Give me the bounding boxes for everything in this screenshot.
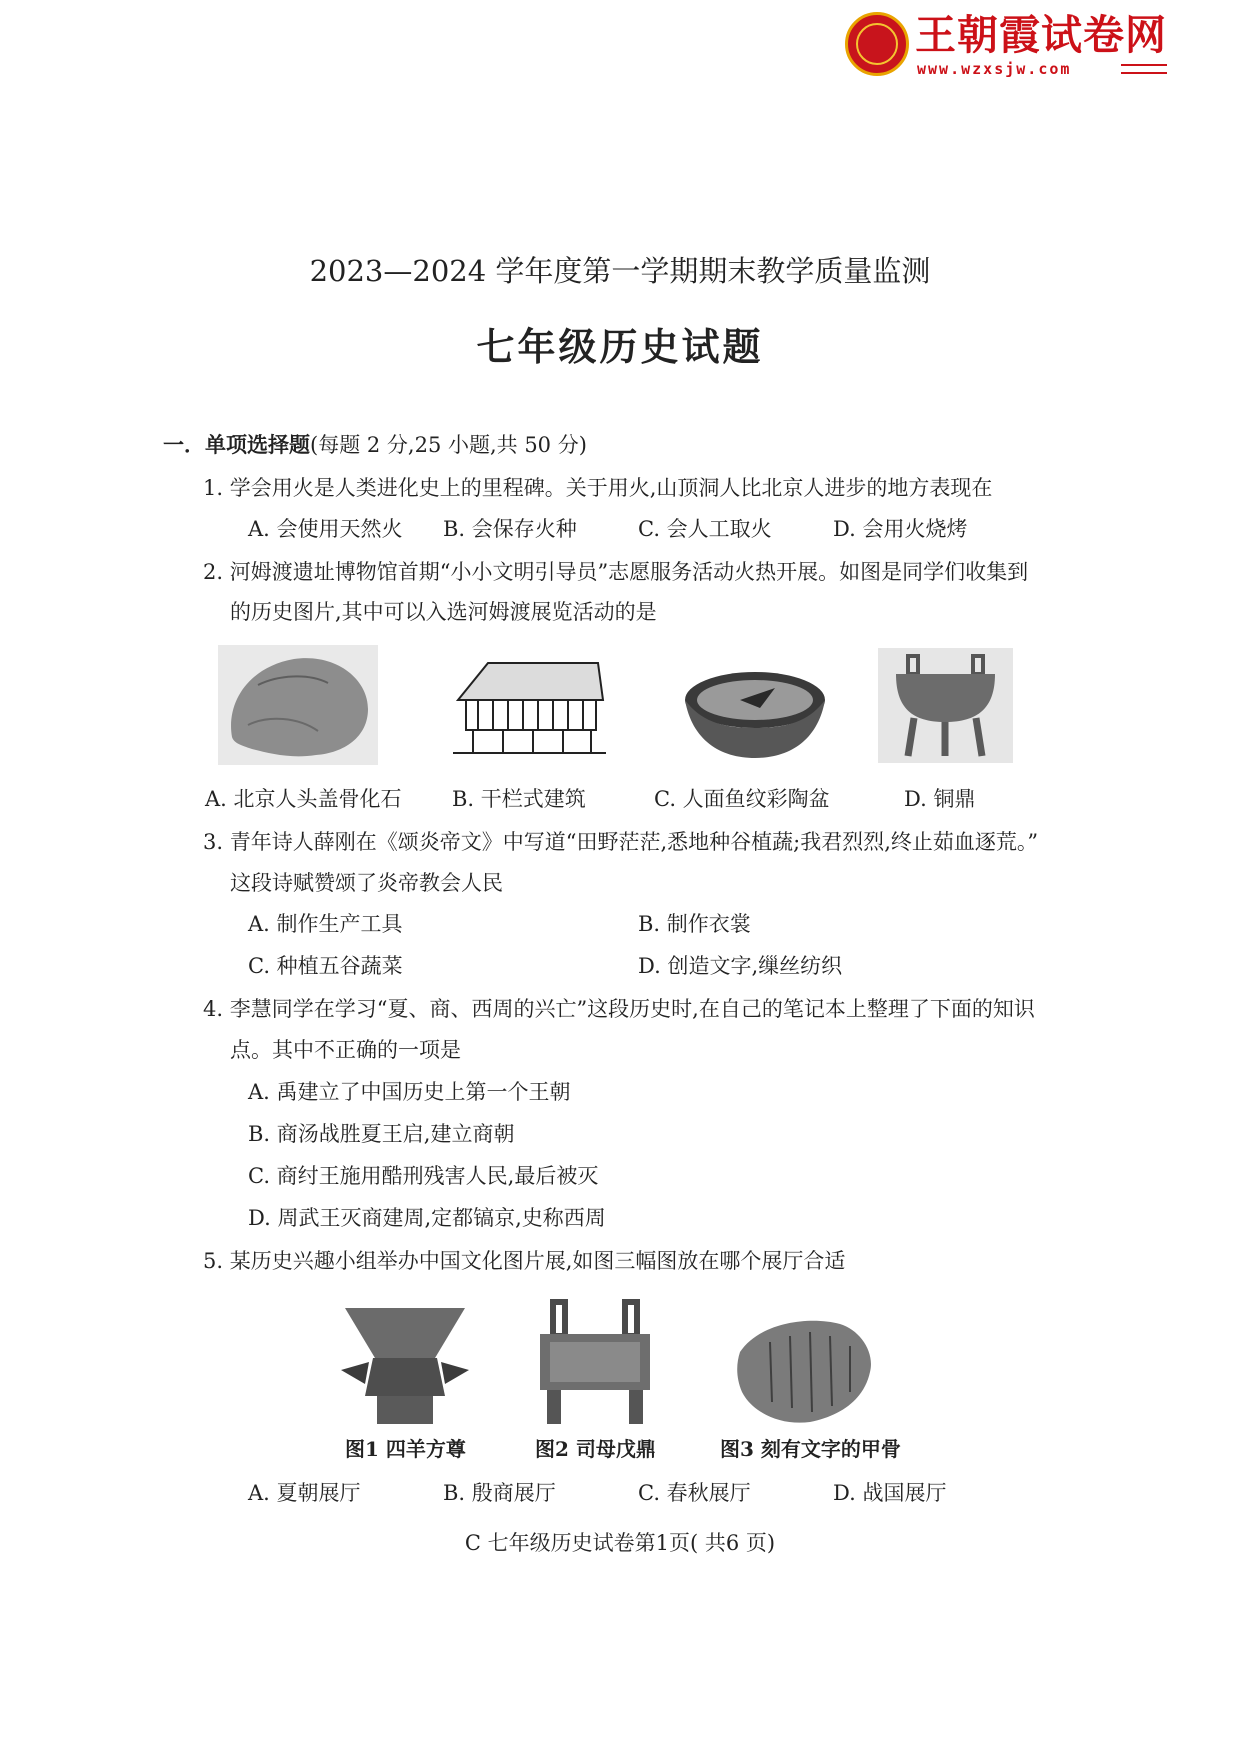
simuwu-ding-image (525, 1298, 665, 1428)
q2-option-b: B. 干栏式建筑 (452, 787, 586, 811)
stilt-house-image (448, 655, 608, 760)
painted-pottery-basin-image (680, 660, 830, 760)
page-footer: C 七年级历史试卷第1页( 共6 页) (464, 1531, 776, 1555)
q1-option-c: C. 会人工取火 (638, 517, 772, 541)
q3-option-b: B. 制作衣裳 (638, 912, 751, 936)
logo-name: 王朝霞试卷网 (915, 11, 1167, 59)
q5-option-a: A. 夏朝展厅 (248, 1481, 361, 1505)
q5-option-b: B. 殷商展厅 (443, 1481, 556, 1505)
figure-3-caption: 图3 刻有文字的甲骨 (720, 1437, 901, 1461)
exam-title: 七年级历史试题 (476, 324, 764, 369)
q5-option-d: D. 战国展厅 (833, 1481, 947, 1505)
section-note: (每题 2 分,25 小题,共 50 分) (310, 433, 587, 457)
logo-decoration (1121, 64, 1167, 74)
question-5-stem: 5. 某历史兴趣小组举办中国文化图片展,如图三幅图放在哪个展厅合适 (203, 1249, 846, 1273)
four-goat-square-zun-image (325, 1300, 485, 1430)
question-2-stem-line2: 的历史图片,其中可以入选河姆渡展览活动的是 (230, 600, 657, 624)
logo-url: www.wzxsjw.com (917, 60, 1072, 78)
skull-fossil-image (218, 645, 378, 765)
oracle-bone-image (730, 1312, 880, 1427)
question-2-stem-line1: 2. 河姆渡遗址博物馆首期“小小文明引导员”志愿服务活动火热开展。如图是同学们收集到 (203, 560, 1029, 584)
logo-seal-icon (845, 12, 909, 76)
question-4-stem-line1: 4. 李慧同学在学习“夏、商、西周的兴亡”这段历史时,在自己的笔记本上整理了下面的知识 (203, 997, 1035, 1021)
q3-option-d: D. 创造文字,缫丝纺织 (638, 954, 843, 978)
q5-option-c: C. 春秋展厅 (638, 1481, 751, 1505)
q4-option-b: B. 商汤战胜夏王启,建立商朝 (248, 1122, 515, 1146)
exam-subtitle: 2023—2024 学年度第一学期期末教学质量监测 (309, 254, 931, 288)
question-1-stem: 1. 学会用火是人类进化史上的里程碑。关于用火,山顶洞人比北京人进步的地方表现在 (203, 476, 993, 500)
q3-option-c: C. 种植五谷蔬菜 (248, 954, 403, 978)
site-logo (845, 10, 1170, 78)
q3-option-a: A. 制作生产工具 (248, 912, 403, 936)
section-heading (163, 430, 587, 460)
q1-option-a: A. 会使用天然火 (248, 517, 403, 541)
question-3-stem-line1: 3. 青年诗人薛刚在《颂炎帝文》中写道“田野茫茫,悉地种谷植蔬;我君烈烈,终止茹血逐荒。” (203, 830, 1039, 854)
q2-option-a: A. 北京人头盖骨化石 (205, 787, 402, 811)
section-label: 一．单项选择题 (163, 432, 310, 457)
q4-option-d: D. 周武王灭商建周,定都镐京,史称西周 (248, 1206, 606, 1230)
q4-option-c: C. 商纣王施用酷刑残害人民,最后被灭 (248, 1164, 599, 1188)
q2-option-d: D. 铜鼎 (904, 787, 976, 811)
q1-option-b: B. 会保存火种 (443, 517, 577, 541)
figure-2-caption: 图2 司母戊鼎 (535, 1437, 656, 1461)
q4-option-a: A. 禹建立了中国历史上第一个王朝 (248, 1080, 571, 1104)
question-3-stem-line2: 这段诗赋赞颂了炎帝教会人民 (230, 871, 503, 895)
question-4-stem-line2: 点。其中不正确的一项是 (230, 1038, 461, 1062)
q1-option-d: D. 会用火烧烤 (833, 517, 968, 541)
figure-1-caption: 图1 四羊方尊 (345, 1437, 466, 1461)
bronze-ding-image (878, 648, 1013, 763)
q2-option-c: C. 人面鱼纹彩陶盆 (654, 787, 830, 811)
